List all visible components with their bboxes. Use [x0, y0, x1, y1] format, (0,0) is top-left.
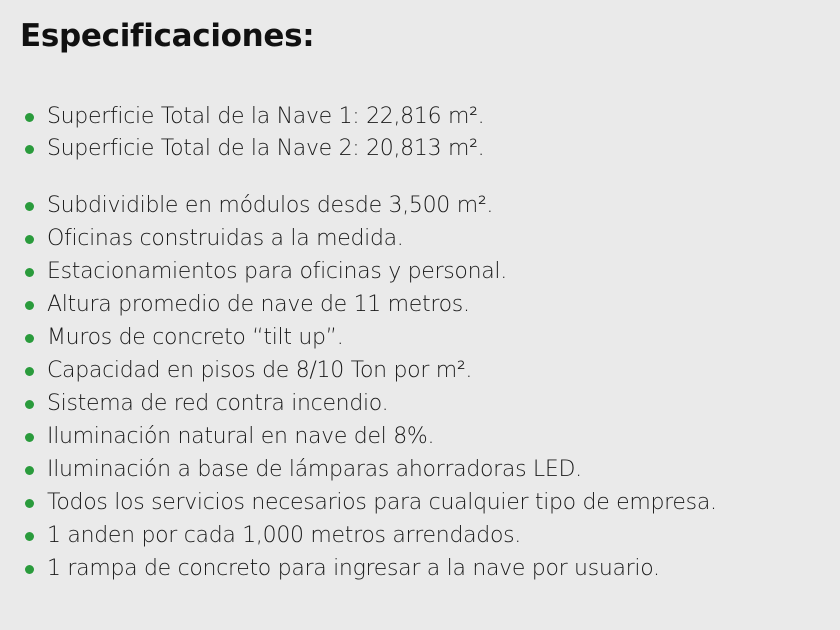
bullet-icon — [25, 301, 34, 310]
list-item-text: Estacionamientos para oficinas y personal. — [47, 259, 507, 284]
list-item-text: Sistema de red contra incendio. — [47, 391, 389, 416]
list-item — [20, 519, 820, 552]
list-item — [20, 255, 820, 288]
list-item — [20, 486, 820, 519]
bullet-icon — [25, 145, 34, 154]
list-item — [20, 321, 820, 354]
surface-list — [20, 101, 820, 165]
bullet-icon — [25, 532, 34, 541]
list-item — [20, 387, 820, 420]
bullet-icon — [25, 367, 34, 376]
list-item — [20, 354, 820, 387]
bullet-icon — [25, 334, 34, 343]
bullet-icon — [25, 268, 34, 277]
bullet-icon — [25, 202, 34, 211]
list-item-text: Superficie Total de la Nave 1: 22,816 m². — [47, 104, 485, 129]
list-item-text: Altura promedio de nave de 11 metros. — [47, 292, 470, 317]
list-item-text: Iluminación natural en nave del 8%. — [47, 424, 435, 449]
bullet-icon — [25, 433, 34, 442]
list-item — [20, 101, 820, 133]
list-item-text: Oficinas construidas a la medida. — [47, 226, 404, 251]
list-item-text: Subdividible en módulos desde 3,500 m². — [47, 193, 494, 218]
features-list — [20, 189, 820, 585]
bullet-icon — [25, 400, 34, 409]
list-item-text: 1 rampa de concreto para ingresar a la nave por usuario. — [47, 556, 660, 581]
bullet-icon — [25, 499, 34, 508]
list-item — [20, 420, 820, 453]
bullet-icon — [25, 113, 34, 122]
bullet-icon — [25, 235, 34, 244]
list-item-text: Todos los servicios necesarios para cualquier tipo de empresa. — [47, 490, 717, 515]
list-item-text: Muros de concreto “tilt up”. — [47, 325, 344, 350]
list-item — [20, 133, 820, 165]
list-item-text: Iluminación a base de lámparas ahorradoras LED. — [47, 457, 582, 482]
list-item — [20, 453, 820, 486]
list-item — [20, 288, 820, 321]
list-item — [20, 189, 820, 222]
list-item — [20, 552, 820, 585]
list-item-text: 1 anden por cada 1,000 metros arrendados. — [47, 523, 521, 548]
list-item — [20, 222, 820, 255]
bullet-icon — [25, 565, 34, 574]
list-item-text: Superficie Total de la Nave 2: 20,813 m². — [47, 136, 485, 161]
bullet-icon — [25, 466, 34, 475]
list-item-text: Capacidad en pisos de 8/10 Ton por m². — [47, 358, 473, 383]
page-title: Especificaciones: — [20, 18, 315, 54]
